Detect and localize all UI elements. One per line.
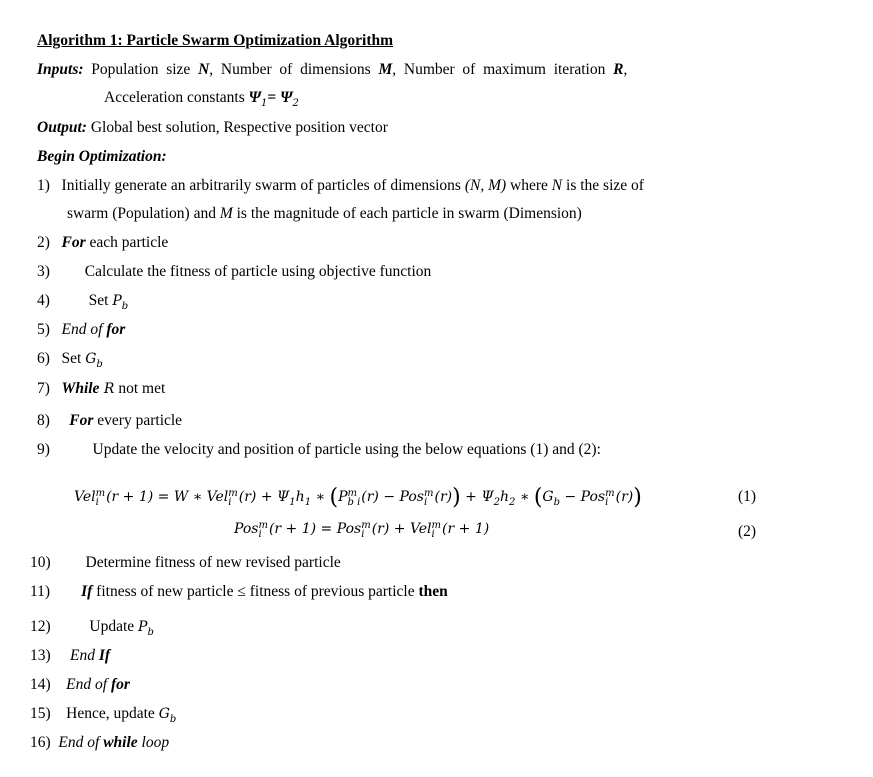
algorithm-line <box>30 583 448 601</box>
algorithm-line <box>104 89 299 109</box>
math-sup-sub <box>258 521 267 539</box>
text-segment: then <box>418 583 448 600</box>
math-superscript: m <box>431 520 442 531</box>
text-segment: Output: <box>37 119 87 136</box>
text-segment: Begin Optimization: <box>37 148 167 165</box>
text-segment: h <box>500 489 510 505</box>
text-segment: 8) <box>37 412 70 429</box>
math-sup-sub <box>432 521 441 539</box>
text-segment: 12) Update <box>30 618 139 635</box>
text-segment: Inputs: <box>37 61 84 78</box>
text-segment: for <box>110 676 130 693</box>
text-segment: R <box>99 381 115 397</box>
algorithm-line <box>37 177 644 195</box>
text-segment: (r) <box>615 489 634 505</box>
text-segment: h <box>295 489 305 505</box>
text-segment: P <box>338 489 348 505</box>
text-segment: M <box>219 205 233 222</box>
text-segment: Global best solution, Respective position vector <box>86 119 388 136</box>
algorithm-line <box>37 234 168 252</box>
text-segment: 2 <box>509 497 516 508</box>
text-segment: b <box>553 497 561 508</box>
text-segment: b <box>96 359 103 370</box>
text-segment: 1 <box>289 497 296 508</box>
text-segment: 5) <box>37 321 62 338</box>
algorithm-line <box>67 205 582 223</box>
text-segment: End of <box>58 734 104 751</box>
algorithm-line <box>37 263 431 281</box>
algorithm-line <box>30 554 341 572</box>
text-segment: , <box>623 61 628 78</box>
text-segment: for <box>106 321 126 338</box>
text-segment: M <box>378 61 393 78</box>
math-sup-sub <box>96 489 105 507</box>
text-segment: b <box>169 714 177 725</box>
text-segment: b <box>147 627 154 638</box>
text-segment: 9) Update the velocity and position of particle using the below equations (1) and (2): <box>37 441 601 458</box>
text-segment: If <box>98 647 111 664</box>
text-segment: Ψ <box>280 89 293 106</box>
text-segment: 10) Determine fitness of new revised particle <box>30 554 341 571</box>
math-superscript: m <box>424 488 434 499</box>
text-segment: End of <box>61 321 107 338</box>
algorithm-line <box>37 148 167 166</box>
algorithm-title <box>37 32 393 50</box>
text-segment: (r + 1) = Pos <box>268 521 362 537</box>
text-segment: (1) <box>738 488 757 505</box>
algorithm-line <box>37 119 388 137</box>
algorithm-line <box>738 488 756 506</box>
algorithm-line <box>74 485 642 510</box>
math-subscript: i <box>258 529 262 540</box>
algorithm-line <box>37 321 125 339</box>
text-segment: (r) + Ψ <box>238 489 290 505</box>
text-segment: 1) Initially generate an arbitrarily swarm of particles of dimensions <box>37 177 465 194</box>
algorithm-line <box>37 380 165 398</box>
text-segment: 2) <box>37 234 62 251</box>
text-segment: every particle <box>93 412 183 429</box>
text-segment: For <box>69 412 94 429</box>
text-segment: 16) <box>30 734 59 751</box>
math-subscript: i <box>95 497 99 508</box>
text-segment: 14) <box>30 676 67 693</box>
text-segment: (N, M) <box>464 177 507 194</box>
text-segment: 6) Set <box>37 350 86 367</box>
text-segment: Ψ <box>248 89 262 106</box>
algorithm-line <box>30 647 110 665</box>
text-segment: (r) <box>434 489 453 505</box>
algorithm-line <box>30 676 130 694</box>
text-segment: If <box>81 583 93 600</box>
text-segment: G <box>542 489 554 505</box>
text-segment: , Number of dimensions <box>209 61 379 78</box>
text-segment: swarm (Population) and <box>67 205 220 222</box>
text-segment: End of <box>66 676 111 693</box>
text-segment: ( <box>329 485 339 510</box>
text-segment: b <box>121 301 129 312</box>
text-segment: (2) <box>738 523 757 540</box>
text-segment: 2 <box>493 497 500 508</box>
math-superscript: m <box>605 488 615 499</box>
text-segment: + Ψ <box>460 489 494 505</box>
algorithm-line <box>37 441 601 459</box>
math-subscript: i <box>605 497 609 508</box>
text-segment: is the magnitude of each particle in swarm (Dimension) <box>232 205 582 222</box>
text-segment: N <box>198 61 210 78</box>
text-segment: For <box>61 234 86 251</box>
text-segment: (r + 1) <box>442 521 490 537</box>
text-segment: Algorithm 1: Particle Swarm Optimization Algorithm <box>37 32 394 49</box>
text-segment: End <box>70 647 99 664</box>
text-segment: 13) <box>30 647 71 664</box>
algorithm-line <box>37 412 182 430</box>
text-segment: G <box>85 351 97 367</box>
math-sup-sub <box>605 489 614 507</box>
text-segment: N <box>551 177 563 194</box>
algorithm-line <box>37 292 128 312</box>
algorithm-line <box>37 350 103 370</box>
text-segment: ∗ <box>311 489 330 505</box>
algorithm-line <box>30 705 176 725</box>
text-segment: P <box>112 293 122 309</box>
text-segment: (r + 1) = W ∗ Vel <box>106 489 229 505</box>
text-segment: 7) <box>37 380 62 397</box>
math-sup-sub <box>361 521 370 539</box>
text-segment: ) <box>452 485 461 510</box>
math-sup-sub <box>348 489 361 507</box>
text-segment: is the size of <box>562 177 644 194</box>
text-segment: P <box>138 619 148 635</box>
math-sup-sub <box>228 489 237 507</box>
text-segment: Acceleration constants <box>104 89 249 106</box>
text-segment: while <box>103 734 138 751</box>
text-segment: 2 <box>292 98 299 109</box>
text-segment: ( <box>533 485 543 510</box>
text-segment: fitness of new particle ≤ fitness of previous particle <box>92 583 419 600</box>
math-superscript: m <box>95 488 106 499</box>
math-subscript: b i <box>347 497 361 508</box>
text-segment: − Pos <box>560 489 606 505</box>
text-segment: While <box>61 380 100 397</box>
text-segment: , Number of maximum iteration <box>392 61 614 78</box>
math-superscript: m <box>258 520 268 531</box>
text-segment: loop <box>137 734 170 751</box>
text-segment: Vel <box>74 489 96 505</box>
text-segment: 1 <box>304 497 312 508</box>
math-superscript: m <box>361 520 371 531</box>
text-segment: (r) + Vel <box>371 521 432 537</box>
algorithm-line <box>30 618 154 638</box>
text-segment: G <box>158 706 170 722</box>
text-segment: R <box>613 61 624 78</box>
text-segment: ) <box>633 485 642 510</box>
text-segment: each particle <box>85 234 169 251</box>
algorithm-line <box>30 734 169 752</box>
math-subscript: i <box>424 497 428 508</box>
text-segment: 1 <box>261 98 268 109</box>
algorithm-line <box>234 520 489 539</box>
math-sup-sub <box>424 489 433 507</box>
math-subscript: i <box>228 497 232 508</box>
text-segment: not met <box>114 380 166 397</box>
text-segment: (r) − Pos <box>361 489 424 505</box>
text-segment: Pos <box>234 521 259 537</box>
text-segment: = <box>267 89 281 106</box>
math-superscript: m <box>347 488 357 499</box>
math-subscript: i <box>361 529 365 540</box>
text-segment: 15) Hence, update <box>30 705 159 722</box>
math-subscript: i <box>431 529 435 540</box>
algorithm-line <box>37 61 627 79</box>
text-segment: 4) Set <box>37 292 113 309</box>
text-segment: where <box>506 177 552 194</box>
text-segment: 11) <box>30 583 82 600</box>
text-segment: Population size <box>83 61 199 78</box>
math-superscript: m <box>228 488 238 499</box>
algorithm-line <box>738 523 756 541</box>
text-segment: 3) Calculate the fitness of particle using objective function <box>37 263 432 280</box>
text-segment: ∗ <box>515 489 534 505</box>
